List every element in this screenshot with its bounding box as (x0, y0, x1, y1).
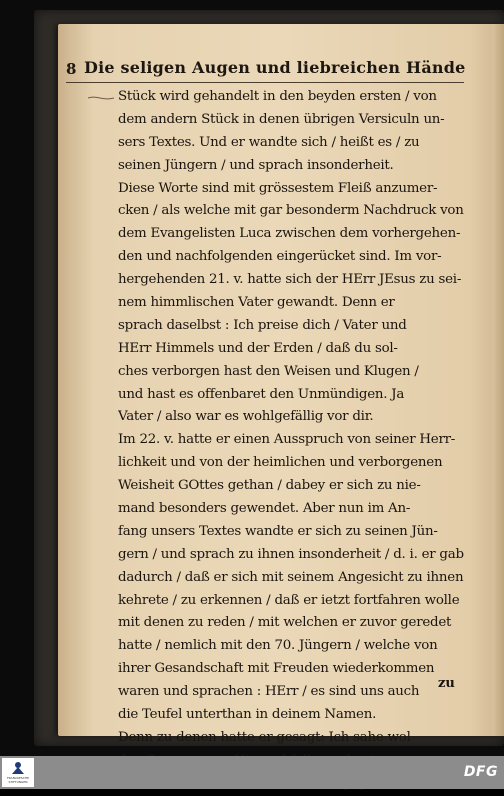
margin-mark (88, 94, 114, 102)
text-line: dadurch / daß er sich mit seinem Angesicht zu ihnen (118, 569, 464, 585)
text-line: ihrer Gesandschaft mit Freuden wiederkommen (118, 661, 435, 677)
text-line: nem himmlischen Vater gewandt. Denn er (118, 295, 395, 311)
text-line: ches verborgen hast den Weisen und Klugen / (118, 363, 419, 379)
text-line: und hast es offenbaret den Unmündigen. Ja (118, 386, 405, 402)
text-line: fang unsers Textes wandte er sich zu seinen Jün- (118, 523, 438, 539)
orphanage-emblem-icon (2, 758, 34, 776)
body-text (118, 86, 464, 796)
text-line: waren und sprachen : HErr / es sind uns auch (118, 684, 420, 700)
dfg-logo[interactable]: DFG (463, 764, 498, 780)
logo-caption: FRANCKESCHE STIFTUNGEN (6, 776, 30, 784)
text-line: sprach daselbst : Ich preise dich / Vater und (118, 317, 407, 333)
text-line: mand besonders gewendet. Aber nun im An- (118, 501, 411, 517)
text-line: gern / und sprach zu ihnen insonderheit / d. i. er gab (118, 546, 464, 562)
header-rule (66, 82, 464, 83)
text-line: cken / als welche mit gar besonderm Nachdruck von (118, 203, 464, 219)
page-number: 8 (66, 60, 77, 78)
text-line: hergehenden 21. v. hatte sich der HErr JEsus zu sei- (118, 272, 462, 288)
text-line: den und nachfolgenden eingerücket sind. Im vor- (118, 249, 442, 265)
text-line: die Teufel unterthan in deinem Namen. (118, 707, 377, 723)
viewer-footer-bar (0, 756, 504, 789)
text-line: dem Evangelisten Luca zwischen dem vorhergehen- (118, 226, 461, 242)
catchword: zu (438, 676, 455, 691)
text-line: hatte / nemlich mit den 70. Jüngern / welche von (118, 638, 438, 654)
text-line: sers Textes. Und er wandte sich / heißt es / zu (118, 134, 420, 150)
text-line: Stück wird gehandelt in den beyden ersten / von (118, 89, 437, 104)
institution-logo[interactable] (2, 758, 34, 787)
text-line: Denn zu denen hatte er gesagt: Ich sahe wol (118, 729, 411, 745)
text-line: kehrete / zu erkennen / daß er ietzt fortfahren wolle (118, 592, 460, 608)
text-line: seinen Jüngern / und sprach insonderheit. (118, 157, 394, 173)
text-line: Vater / also war es wohlgefällig vor dir. (118, 409, 374, 425)
text-line: mit denen zu reden / mit welchen er zuvor geredet (118, 615, 452, 631)
text-line: Diese Worte sind mit grössestem Fleiß anzumer- (118, 180, 438, 196)
text-line: HErr Himmels und der Erden / daß du sol- (118, 340, 398, 356)
text-line: dem andern Stück in denen übrigen Versiculn un- (118, 111, 445, 127)
running-head: Die seligen Augen und liebreichen Hände (84, 58, 466, 77)
text-line: Weisheit GOttes gethan / dabey er sich zu nie- (118, 478, 421, 494)
page-header (66, 58, 466, 82)
page-edge (492, 24, 504, 736)
text-line: lichkeit und von der heimlichen und verborgenen (118, 455, 443, 471)
text-line: Im 22. v. hatte er einen Ausspruch von seiner Herr- (118, 432, 456, 448)
